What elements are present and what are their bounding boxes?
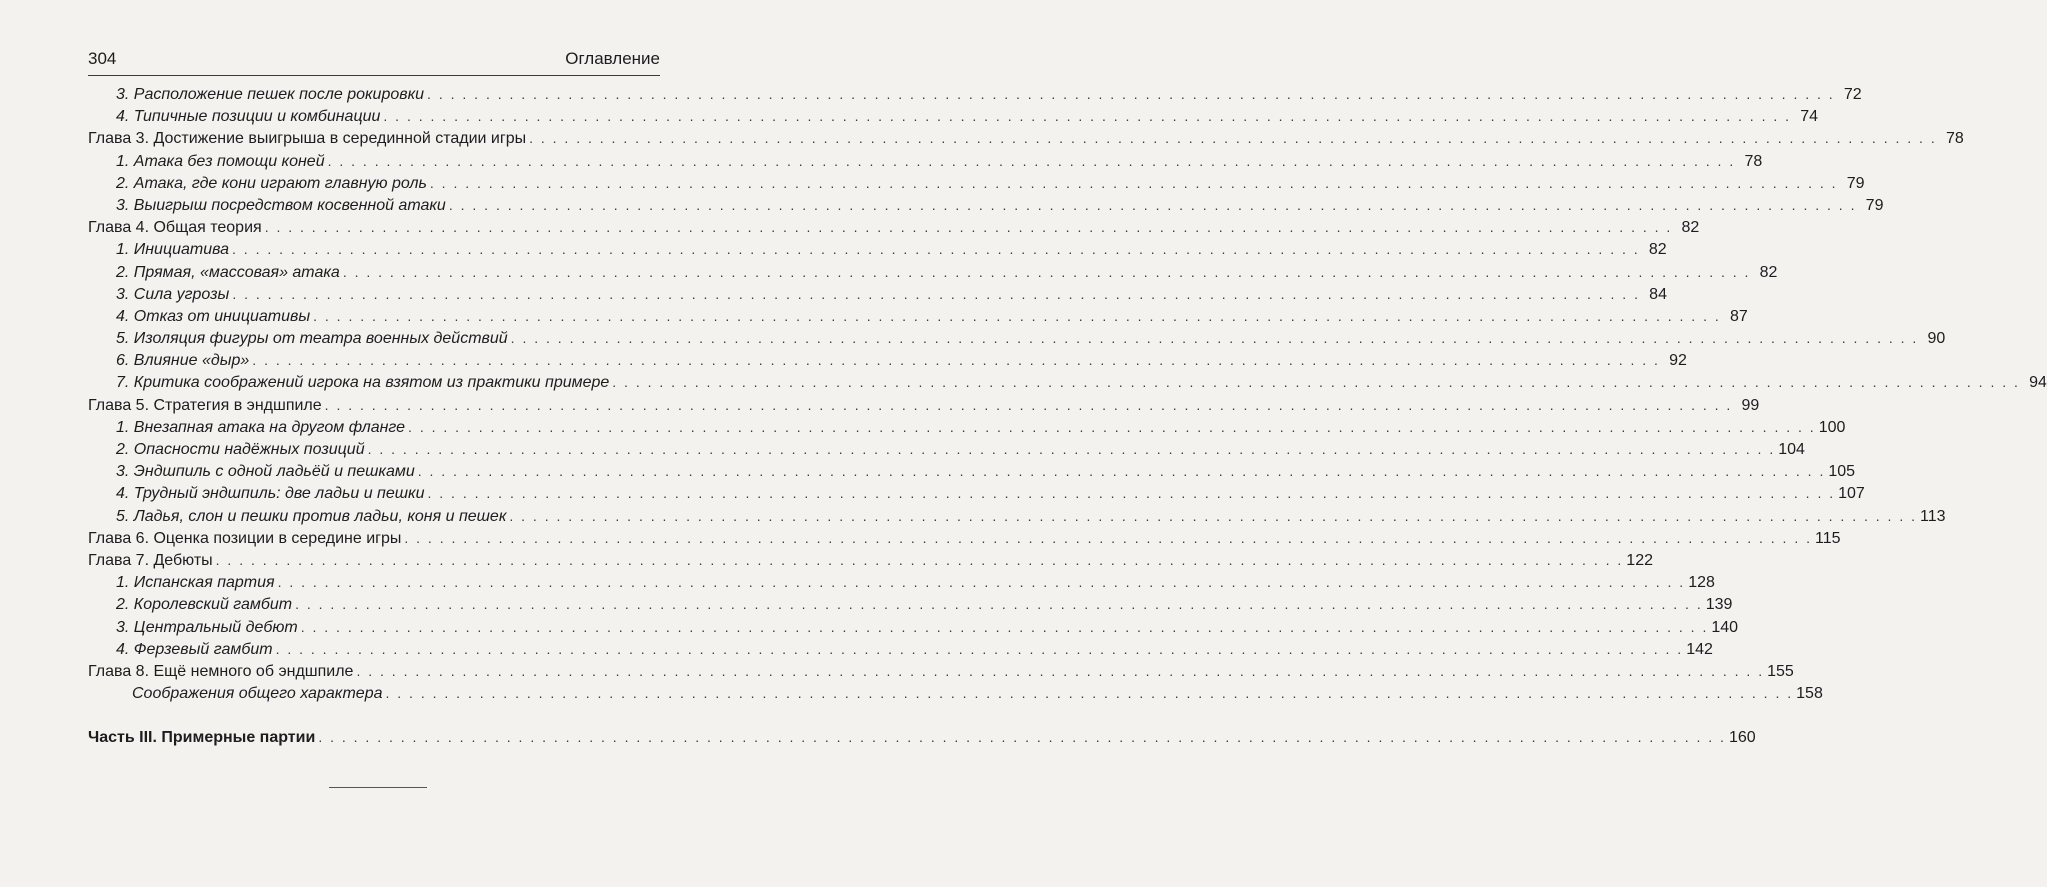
toc-entry-page: 115 xyxy=(1815,529,1841,547)
toc-entry-page: 74 xyxy=(1800,108,1819,126)
toc-section-entry xyxy=(88,86,1862,108)
dot-leader: . . . . . . . . . . . . . . . . . . . . . . . . . . . . . . . . . . . . . . . . . . . . . . . . . . . . . . . . . . . . . . . . . . . . . . . . . . . . . . . . . . . . . . . . . . . . . . . . . . . . . . . . . . . . . . . . . . . . . . . . xyxy=(264,219,1673,236)
toc-entry-title: 1. Атака без помощи коней xyxy=(116,152,325,170)
dot-leader: . . . . . . . . . . . . . . . . . . . . . . . . . . . . . . . . . . . . . . . . . . . . . . . . . . . . . . . . . . . . . . . . . . . . . . . . . . . . . . . . . . . . . . . . . . . . . . . . . . . . . . . . . . . . . . . . . . . . . . . . xyxy=(232,241,1640,258)
toc-entry-page: 84 xyxy=(1649,285,1667,303)
toc-entry-title: Глава 4. Общая теория xyxy=(88,219,262,237)
toc-entry-page: 113 xyxy=(1920,507,1946,525)
toc-entry-title: 4. Отказ от инициативы xyxy=(116,307,311,325)
toc-entry-title: 3. Расположение пешек после рокировки xyxy=(116,86,425,103)
toc-entry-page: 90 xyxy=(1927,330,1946,348)
toc-entry-page: 160 xyxy=(1728,729,1756,747)
dot-leader: . . . . . . . . . . . . . . . . . . . . . . . . . . . . . . . . . . . . . . . . . . . . . . . . . . . . . . . . . . . . . . . . . . . . . . . . . . . . . . . . . . . . . . . . . . . . . . . . . . . . . . . . . . . . . . . . . . . . . . . . xyxy=(252,352,1660,369)
dot-leader: . . . . . . . . . . . . . . . . . . . . . . . . . . . . . . . . . . . . . . . . . . . . . . . . . . . . . . . . . . . . . . . . . . . . . . . . . . . . . . . . . . . . . . . . . . . . . . . . . . . . . . . . . . . . . . . . . . . . . . . . xyxy=(417,463,1826,480)
dot-leader: . . . . . . . . . . . . . . . . . . . . . . . . . . . . . . . . . . . . . . . . . . . . . . . . . . . . . . . . . . . . . . . . . . . . . . . . . . . . . . . . . . . . . . . . . . . . . . . . . . . . . . . . . . . . . . . . . . . . . . . . xyxy=(277,574,1686,591)
toc-chapter-entry xyxy=(88,396,1760,419)
toc-entry-title: 4. Трудный эндшпиль: две ладьи и пешки xyxy=(116,485,425,503)
toc-entry-title: Глава 7. Дебюты xyxy=(88,551,213,569)
toc-section-entry xyxy=(88,285,1667,308)
table-of-contents xyxy=(88,86,2047,751)
dot-leader: . . . . . . . . . . . . . . . . . . . . . . . . . . . . . . . . . . . . . . . . . . . . . . . . . . . . . . . . . . . . . . . . . . . . . . . . . . . . . . . . . . . . . . . . . . . . . . . . . . . . . . . . . . . . . . . . . . . . . . . . xyxy=(427,86,1835,102)
toc-section-entry xyxy=(88,174,1865,197)
toc-entry-page: 122 xyxy=(1626,551,1653,569)
toc-section-entry xyxy=(88,152,1763,175)
toc-entry-page: 79 xyxy=(1865,196,1884,214)
toc-section-entry xyxy=(88,352,1687,374)
dot-leader: . . . . . . . . . . . . . . . . . . . . . . . . . . . . . . . . . . . . . . . . . . . . . . . . . . . . . . . . . . . . . . . . . . . . . . . . . . . . . . . . . . . . . . . . . . . . . . . . . . . . . . . . . . . . . . . . . . . . . . . . xyxy=(427,485,1836,502)
dot-leader: . . . . . . . . . . . . . . . . . . . . . . . . . . . . . . . . . . . . . . . . . . . . . . . . . . . . . . . . . . . . . . . . . . . . . . . . . . . . . . . . . . . . . . . . . . . . . . . . . . . . . . . . . . . . . . . . . . . . . . . . xyxy=(509,507,1918,524)
toc-chapter-entry xyxy=(88,219,1700,241)
toc-entry-title: Соображения общего характера xyxy=(132,685,383,703)
page-number: 304 xyxy=(88,49,117,68)
toc-entry-title: 4. Типичные позиции и комбинации xyxy=(116,108,381,126)
toc-section-entry xyxy=(88,574,1715,596)
dot-leader: . . . . . . . . . . . . . . . . . . . . . . . . . . . . . . . . . . . . . . . . . . . . . . . . . . . . . . . . . . . . . . . . . . . . . . . . . . . . . . . . . . . . . . . . . . . . . . . . . . . . . . . . . . . . . . . . . . . . . . . . xyxy=(510,330,1919,347)
dot-leader: . . . . . . . . . . . . . . . . . . . . . . . . . . . . . . . . . . . . . . . . . . . . . . . . . . . . . . . . . . . . . . . . . . . . . . . . . . . . . . . . . . . . . . . . . . . . . . . . . . . . . . . . . . . . . . . . . . . . . . . . xyxy=(385,685,1794,702)
toc-chapter-entry xyxy=(88,130,1964,152)
dot-leader: . . . . . . . . . . . . . . . . . . . . . . . . . . . . . . . . . . . . . . . . . . . . . . . . . . . . . . . . . . . . . . . . . . . . . . . . . . . . . . . . . . . . . . . . . . . . . . . . . . . . . . . . . . . . . . . . . . . . . . . . xyxy=(295,596,1703,613)
toc-section-entry xyxy=(88,507,1946,530)
toc-entry-title: 3. Эндшпиль с одной ладьёй и пешками xyxy=(116,463,415,481)
toc-section-entry xyxy=(88,418,1846,441)
toc-section-entry xyxy=(88,485,1865,507)
toc-section-entry xyxy=(88,618,1739,641)
toc-entry-title: 6. Влияние «дыр» xyxy=(116,352,250,370)
dot-leader: . . . . . . . . . . . . . . . . . . . . . . . . . . . . . . . . . . . . . . . . . . . . . . . . . . . . . . . . . . . . . . . . . . . . . . . . . . . . . . . . . . . . . . . . . . . . . . . . . . . . . . . . . . . . . . . . . . . . . . . . xyxy=(429,174,1838,191)
toc-entry-title: 5. Изоляция фигуры от театра военных действий xyxy=(116,330,508,348)
toc-entry-title: 1. Внезапная атака на другом фланге xyxy=(116,418,406,436)
toc-section-entry xyxy=(88,330,1946,352)
dot-leader: . . . . . . . . . . . . . . . . . . . . . . . . . . . . . . . . . . . . . . . . . . . . . . . . . . . . . . . . . . . . . . . . . . . . . . . . . . . . . . . . . . . . . . . . . . . . . . . . . . . . . . . . . . . . . . . . . . . . . . . . xyxy=(327,152,1736,169)
dot-leader: . . . . . . . . . . . . . . . . . . . . . . . . . . . . . . . . . . . . . . . . . . . . . . . . . . . . . . . . . . . . . . . . . . . . . . . . . . . . . . . . . . . . . . . . . . . . . . . . . . . . . . . . . . . . . . . . . . . . . . . . xyxy=(300,618,1709,635)
toc-entry-page: 78 xyxy=(1744,152,1763,170)
toc-entry-page: 92 xyxy=(1669,352,1687,370)
dot-leader: . . . . . . . . . . . . . . . . . . . . . . . . . . . . . . . . . . . . . . . . . . . . . . . . . . . . . . . . . . . . . . . . . . . . . . . . . . . . . . . . . . . . . . . . . . . . . . . . . . . . . . . . . . . . . . . . . . . . . . . . xyxy=(383,108,1792,125)
dot-leader: . . . . . . . . . . . . . . . . . . . . . . . . . . . . . . . . . . . . . . . . . . . . . . . . . . . . . . . . . . . . . . . . . . . . . . . . . . . . . . . . . . . . . . . . . . . . . . . . . . . . . . . . . . . . . . . . . . . . . . . . xyxy=(342,263,1751,280)
toc-entry-page: 78 xyxy=(1945,130,1964,148)
toc-entry-page: 140 xyxy=(1711,618,1739,636)
running-title: Оглавление xyxy=(565,49,660,68)
toc-chapter-entry xyxy=(88,529,1841,552)
toc-chapter-entry xyxy=(88,551,1653,574)
toc-entry-title: 1. Испанская партия xyxy=(116,574,275,592)
toc-entry-title: 3. Выигрыш посредством косвенной атаки xyxy=(116,196,446,214)
toc-entry-page: 155 xyxy=(1767,662,1794,680)
toc-section-entry xyxy=(88,263,1778,286)
toc-entry-title: 5. Ладья, слон и пешки против ладьи, коня и пешек xyxy=(116,507,507,525)
toc-entry-title: 2. Опасности надёжных позиций xyxy=(116,441,365,458)
toc-entry-title: 2. Королевский гамбит xyxy=(116,596,293,614)
toc-entry-page: 104 xyxy=(1778,441,1805,458)
dot-leader: . . . . . . . . . . . . . . . . . . . . . . . . . . . . . . . . . . . . . . . . . . . . . . . . . . . . . . . . . . . . . . . . . . . . . . . . . . . . . . . . . . . . . . . . . . . . . . . . . . . . . . . . . . . . . . . . . . . . . . . . xyxy=(313,307,1721,324)
toc-entry-title: Глава 5. Стратегия в эндшпиле xyxy=(88,396,322,414)
toc-section-entry xyxy=(88,441,1805,463)
dot-leader: . . . . . . . . . . . . . . . . . . . . . . . . . . . . . . . . . . . . . . . . . . . . . . . . . . . . . . . . . . . . . . . . . . . . . . . . . . . . . . . . . . . . . . . . . . . . . . . . . . . . . . . . . . . . . . . . . . . . . . . . xyxy=(232,285,1640,302)
toc-entry-page: 158 xyxy=(1796,685,1823,703)
toc-chapter-entry xyxy=(88,662,1794,685)
toc-part-entry xyxy=(88,729,1756,751)
toc-entry-title: 3. Центральный дебют xyxy=(116,618,298,636)
toc-entry-title: Глава 6. Оценка позиции в середине игры xyxy=(88,529,402,547)
toc-section-entry xyxy=(88,463,1856,485)
toc-section-entry xyxy=(88,596,1733,618)
toc-section-entry xyxy=(88,307,1748,330)
dot-leader: . . . . . . . . . . . . . . . . . . . . . . . . . . . . . . . . . . . . . . . . . . . . . . . . . . . . . . . . . . . . . . . . . . . . . . . . . . . . . . . . . . . . . . . . . . . . . . . . . . . . . . . . . . . . . . . . . . . . . . . . xyxy=(367,441,1776,457)
toc-entry-page: 82 xyxy=(1759,263,1778,281)
toc-entry-page: 100 xyxy=(1818,418,1846,436)
dot-leader: . . . . . . . . . . . . . . . . . . . . . . . . . . . . . . . . . . . . . . . . . . . . . . . . . . . . . . . . . . . . . . . . . . . . . . . . . . . . . . . . . . . . . . . . . . . . . . . . . . . . . . . . . . . . . . . . . . . . . . . . xyxy=(529,130,1937,147)
toc-entry-page: 82 xyxy=(1648,241,1667,259)
toc-entry-title: Часть III. Примерные партии xyxy=(88,729,316,747)
end-rule xyxy=(329,787,427,788)
dot-leader: . . . . . . . . . . . . . . . . . . . . . . . . . . . . . . . . . . . . . . . . . . . . . . . . . . . . . . . . . . . . . . . . . . . . . . . . . . . . . . . . . . . . . . . . . . . . . . . . . . . . . . . . . . . . . . . . . . . . . . . . xyxy=(318,729,1726,746)
toc-section-entry xyxy=(88,196,1884,219)
toc-entry-title: Глава 8. Ещё немного об эндшпиле xyxy=(88,662,354,680)
toc-entry-title: 7. Критика соображений игрока на взятом из практики примере xyxy=(116,374,610,392)
toc-entry-title: Глава 3. Достижение выигрыша в серединной стадии игры xyxy=(88,130,527,148)
toc-entry-page: 94 xyxy=(2029,374,2047,392)
toc-entry-page: 128 xyxy=(1688,574,1715,592)
toc-entry-page: 87 xyxy=(1729,307,1748,325)
dot-leader: . . . . . . . . . . . . . . . . . . . . . . . . . . . . . . . . . . . . . . . . . . . . . . . . . . . . . . . . . . . . . . . . . . . . . . . . . . . . . . . . . . . . . . . . . . . . . . . . . . . . . . . . . . . . . . . . . . . . . . . . xyxy=(356,662,1765,679)
toc-entry-title: 2. Прямая, «массовая» атака xyxy=(116,263,340,281)
dot-leader: . . . . . . . . . . . . . . . . . . . . . . . . . . . . . . . . . . . . . . . . . . . . . . . . . . . . . . . . . . . . . . . . . . . . . . . . . . . . . . . . . . . . . . . . . . . . . . . . . . . . . . . . . . . . . . . . . . . . . . . . xyxy=(324,396,1733,413)
toc-entry-title: 3. Сила угрозы xyxy=(116,285,230,303)
toc-section-entry xyxy=(88,374,2047,396)
dot-leader: . . . . . . . . . . . . . . . . . . . . . . . . . . . . . . . . . . . . . . . . . . . . . . . . . . . . . . . . . . . . . . . . . . . . . . . . . . . . . . . . . . . . . . . . . . . . . . . . . . . . . . . . . . . . . . . . . . . . . . . . xyxy=(448,196,1857,213)
toc-entry-page: 72 xyxy=(1843,86,1862,103)
dot-leader: . . . . . . . . . . . . . . . . . . . . . . . . . . . . . . . . . . . . . . . . . . . . . . . . . . . . . . . . . . . . . . . . . . . . . . . . . . . . . . . . . . . . . . . . . . . . . . . . . . . . . . . . . . . . . . . . . . . . . . . . xyxy=(404,529,1813,546)
toc-entry-page: 82 xyxy=(1681,219,1700,237)
toc-entry-title: 1. Инициатива xyxy=(116,241,230,259)
dot-leader: . . . . . . . . . . . . . . . . . . . . . . . . . . . . . . . . . . . . . . . . . . . . . . . . . . . . . . . . . . . . . . . . . . . . . . . . . . . . . . . . . . . . . . . . . . . . . . . . . . . . . . . . . . . . . . . . . . . . . . . . xyxy=(215,551,1624,568)
toc-section-entry xyxy=(88,241,1667,263)
toc-entry-page: 105 xyxy=(1828,463,1856,481)
toc-section-entry xyxy=(88,108,1819,130)
dot-leader: . . . . . . . . . . . . . . . . . . . . . . . . . . . . . . . . . . . . . . . . . . . . . . . . . . . . . . . . . . . . . . . . . . . . . . . . . . . . . . . . . . . . . . . . . . . . . . . . . . . . . . . . . . . . . . . . . . . . . . . . xyxy=(612,374,2020,391)
toc-entry-page: 142 xyxy=(1686,640,1713,658)
toc-entry-title: 4. Ферзевый гамбит xyxy=(116,640,273,658)
toc-section-entry xyxy=(88,685,1823,707)
toc-entry-title: 2. Атака, где кони играют главную роль xyxy=(116,174,427,192)
toc-entry-page: 79 xyxy=(1846,174,1865,192)
dot-leader: . . . . . . . . . . . . . . . . . . . . . . . . . . . . . . . . . . . . . . . . . . . . . . . . . . . . . . . . . . . . . . . . . . . . . . . . . . . . . . . . . . . . . . . . . . . . . . . . . . . . . . . . . . . . . . . . . . . . . . . . xyxy=(275,640,1684,657)
toc-entry-page: 107 xyxy=(1838,485,1865,503)
toc-entry-page: 99 xyxy=(1741,396,1760,414)
dot-leader: . . . . . . . . . . . . . . . . . . . . . . . . . . . . . . . . . . . . . . . . . . . . . . . . . . . . . . . . . . . . . . . . . . . . . . . . . . . . . . . . . . . . . . . . . . . . . . . . . . . . . . . . . . . . . . . . . . . . . . . . xyxy=(408,418,1816,435)
toc-section-entry xyxy=(88,640,1713,663)
page-header xyxy=(88,47,660,76)
toc-entry-page: 139 xyxy=(1705,596,1733,614)
